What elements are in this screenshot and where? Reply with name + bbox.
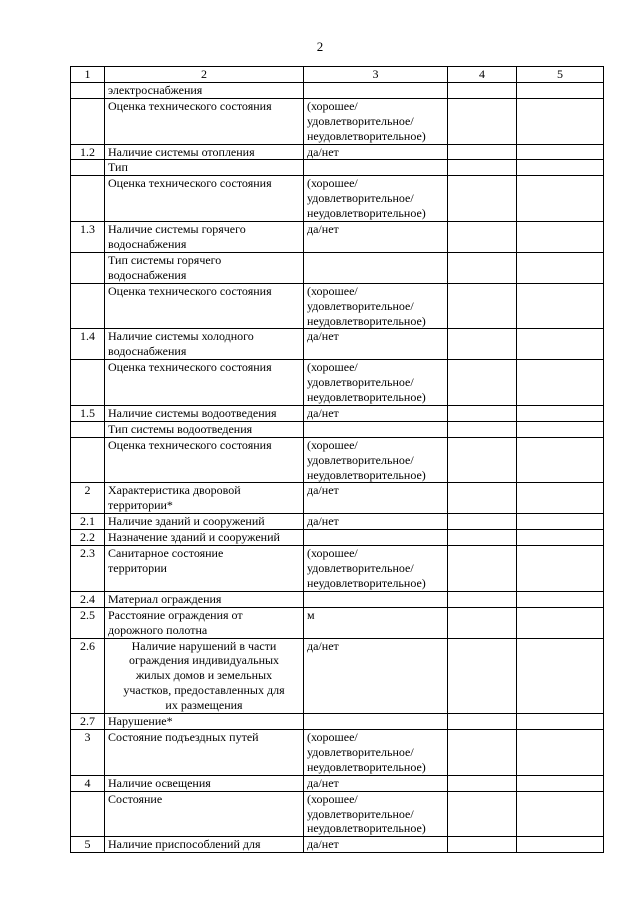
- table-row: [71, 714, 604, 730]
- table-row: [71, 329, 604, 360]
- table-row: [71, 791, 604, 837]
- row-col5-cell[interactable]: [517, 176, 604, 222]
- row-col4-cell[interactable]: [448, 82, 517, 98]
- row-value-cell: (хорошее/ удовлетворительное/ неудовлетворительное): [304, 176, 448, 222]
- row-col5-cell[interactable]: [517, 591, 604, 607]
- row-col5-cell[interactable]: [517, 98, 604, 144]
- row-value-cell: (хорошее/ удовлетворительное/ неудовлетворительное): [304, 729, 448, 775]
- row-number-cell: 1.3: [71, 222, 105, 253]
- column-header: 3: [304, 67, 448, 83]
- row-col4-cell[interactable]: [448, 144, 517, 160]
- row-col4-cell[interactable]: [448, 837, 517, 853]
- row-value-cell: да/нет: [304, 514, 448, 530]
- row-name-cell: Нарушение*: [105, 714, 304, 730]
- row-value-cell: да/нет: [304, 222, 448, 253]
- row-value-cell: [304, 160, 448, 176]
- row-number-cell: [71, 252, 105, 283]
- row-number-cell: 5: [71, 837, 105, 853]
- table-row: [71, 729, 604, 775]
- row-value-cell: (хорошее/ удовлетворительное/ неудовлетворительное): [304, 437, 448, 483]
- row-value-cell: м: [304, 607, 448, 638]
- row-col5-cell[interactable]: [517, 729, 604, 775]
- row-name-cell: Наличие системы холодного водоснабжения: [105, 329, 304, 360]
- row-col4-cell[interactable]: [448, 775, 517, 791]
- table-row: [71, 514, 604, 530]
- row-col4-cell[interactable]: [448, 329, 517, 360]
- row-col4-cell[interactable]: [448, 405, 517, 421]
- row-value-cell: да/нет: [304, 638, 448, 714]
- row-number-cell: [71, 360, 105, 406]
- row-number-cell: [71, 421, 105, 437]
- row-value-cell: [304, 530, 448, 546]
- row-name-cell: Материал ограждения: [105, 591, 304, 607]
- row-number-cell: 2.5: [71, 607, 105, 638]
- row-name-cell: Тип системы водоотведения: [105, 421, 304, 437]
- table-row: [71, 546, 604, 592]
- row-number-cell: [71, 791, 105, 837]
- row-col5-cell[interactable]: [517, 144, 604, 160]
- row-col4-cell[interactable]: [448, 591, 517, 607]
- table-row: [71, 437, 604, 483]
- row-col4-cell[interactable]: [448, 514, 517, 530]
- row-number-cell: 2: [71, 483, 105, 514]
- row-name-cell: Оценка технического состояния: [105, 176, 304, 222]
- row-col4-cell[interactable]: [448, 729, 517, 775]
- row-col4-cell[interactable]: [448, 546, 517, 592]
- table-row: [71, 775, 604, 791]
- row-col5-cell[interactable]: [517, 421, 604, 437]
- table-row: [71, 252, 604, 283]
- row-number-cell: 1.2: [71, 144, 105, 160]
- table-row: [71, 483, 604, 514]
- row-number-cell: 2.7: [71, 714, 105, 730]
- row-number-cell: 2.3: [71, 546, 105, 592]
- column-header: 5: [517, 67, 604, 83]
- row-col4-cell[interactable]: [448, 483, 517, 514]
- row-name-cell: Наличие освещения: [105, 775, 304, 791]
- row-col4-cell[interactable]: [448, 360, 517, 406]
- row-number-cell: [71, 98, 105, 144]
- row-value-cell: да/нет: [304, 483, 448, 514]
- row-col4-cell[interactable]: [448, 530, 517, 546]
- table-row: [71, 98, 604, 144]
- row-col5-cell[interactable]: [517, 405, 604, 421]
- column-header: 4: [448, 67, 517, 83]
- row-name-cell: Назначение зданий и сооружений: [105, 530, 304, 546]
- table-row: [71, 530, 604, 546]
- row-col4-cell[interactable]: [448, 98, 517, 144]
- row-col4-cell[interactable]: [448, 791, 517, 837]
- row-col5-cell[interactable]: [517, 775, 604, 791]
- row-name-cell: Характеристика дворовой территории*: [105, 483, 304, 514]
- table-row: [71, 837, 604, 853]
- row-name-cell: Наличие нарушений в части ограждения индивидуальных жилых домов и земельных участков, предоставленных для их размещения: [105, 638, 304, 714]
- row-number-cell: [71, 160, 105, 176]
- table-row: [71, 360, 604, 406]
- row-value-cell: да/нет: [304, 405, 448, 421]
- row-name-cell: Наличие системы горячего водоснабжения: [105, 222, 304, 253]
- row-name-cell: Санитарное состояние территории: [105, 546, 304, 592]
- row-value-cell: (хорошее/ удовлетворительное/ неудовлетворительное): [304, 546, 448, 592]
- row-col5-cell[interactable]: [517, 837, 604, 853]
- table-row: [71, 607, 604, 638]
- row-value-cell: [304, 714, 448, 730]
- row-col5-cell[interactable]: [517, 222, 604, 253]
- row-col5-cell[interactable]: [517, 607, 604, 638]
- row-name-cell: Расстояние ограждения от дорожного полотна: [105, 607, 304, 638]
- row-name-cell: Состояние подъездных путей: [105, 729, 304, 775]
- table-row: [71, 160, 604, 176]
- table-row: [71, 144, 604, 160]
- table-row: [71, 405, 604, 421]
- table-row: [71, 638, 604, 714]
- row-col5-cell[interactable]: [517, 360, 604, 406]
- row-col5-cell[interactable]: [517, 514, 604, 530]
- row-number-cell: 1.5: [71, 405, 105, 421]
- row-col5-cell[interactable]: [517, 791, 604, 837]
- row-number-cell: 3: [71, 729, 105, 775]
- row-value-cell: (хорошее/ удовлетворительное/ неудовлетворительное): [304, 98, 448, 144]
- row-number-cell: 2.4: [71, 591, 105, 607]
- row-value-cell: да/нет: [304, 144, 448, 160]
- row-col5-cell[interactable]: [517, 546, 604, 592]
- row-col5-cell[interactable]: [517, 329, 604, 360]
- row-name-cell: Оценка технического состояния: [105, 98, 304, 144]
- row-value-cell: да/нет: [304, 837, 448, 853]
- row-number-cell: 2.2: [71, 530, 105, 546]
- row-col4-cell[interactable]: [448, 714, 517, 730]
- row-value-cell: [304, 421, 448, 437]
- row-col5-cell[interactable]: [517, 252, 604, 283]
- row-col4-cell[interactable]: [448, 421, 517, 437]
- row-value-cell: да/нет: [304, 775, 448, 791]
- table-row: [71, 222, 604, 253]
- row-name-cell: Наличие системы отопления: [105, 144, 304, 160]
- page-number: 2: [316, 39, 324, 54]
- row-col5-cell[interactable]: [517, 714, 604, 730]
- table-row: [71, 176, 604, 222]
- table-header-row: [71, 67, 604, 83]
- row-col4-cell[interactable]: [448, 283, 517, 329]
- row-col5-cell[interactable]: [517, 82, 604, 98]
- inspection-table: [70, 66, 604, 853]
- row-value-cell: (хорошее/ удовлетворительное/ неудовлетворительное): [304, 283, 448, 329]
- row-col4-cell[interactable]: [448, 176, 517, 222]
- row-value-cell: [304, 252, 448, 283]
- row-number-cell: 4: [71, 775, 105, 791]
- row-col4-cell[interactable]: [448, 638, 517, 714]
- row-col5-cell[interactable]: [517, 283, 604, 329]
- row-col5-cell[interactable]: [517, 638, 604, 714]
- row-col4-cell[interactable]: [448, 160, 517, 176]
- column-header: 1: [71, 67, 105, 83]
- row-number-cell: [71, 176, 105, 222]
- table-row: [71, 283, 604, 329]
- row-col4-cell[interactable]: [448, 437, 517, 483]
- row-name-cell: Оценка технического состояния: [105, 360, 304, 406]
- row-col5-cell[interactable]: [517, 437, 604, 483]
- row-value-cell: [304, 82, 448, 98]
- row-col5-cell[interactable]: [517, 530, 604, 546]
- table-row: [71, 82, 604, 98]
- row-number-cell: 2.1: [71, 514, 105, 530]
- table-row: [71, 591, 604, 607]
- row-value-cell: (хорошее/ удовлетворительное/ неудовлетворительное): [304, 360, 448, 406]
- row-value-cell: (хорошее/ удовлетворительное/ неудовлетворительное): [304, 791, 448, 837]
- row-number-cell: [71, 82, 105, 98]
- row-col5-cell[interactable]: [517, 483, 604, 514]
- row-name-cell: Оценка технического состояния: [105, 283, 304, 329]
- row-name-cell: Тип системы горячего водоснабжения: [105, 252, 304, 283]
- row-number-cell: [71, 283, 105, 329]
- row-name-cell: Оценка технического состояния: [105, 437, 304, 483]
- row-value-cell: [304, 591, 448, 607]
- row-col4-cell[interactable]: [448, 252, 517, 283]
- row-name-cell: Тип: [105, 160, 304, 176]
- row-name-cell: Наличие зданий и сооружений: [105, 514, 304, 530]
- row-col5-cell[interactable]: [517, 160, 604, 176]
- row-number-cell: [71, 437, 105, 483]
- row-name-cell: Наличие приспособлений для: [105, 837, 304, 853]
- column-header: 2: [105, 67, 304, 83]
- table-row: [71, 421, 604, 437]
- row-number-cell: 2.6: [71, 638, 105, 714]
- row-col4-cell[interactable]: [448, 607, 517, 638]
- row-name-cell: Состояние: [105, 791, 304, 837]
- row-number-cell: 1.4: [71, 329, 105, 360]
- row-name-cell: Наличие системы водоотведения: [105, 405, 304, 421]
- row-name-cell: электроснабжения: [105, 82, 304, 98]
- row-col4-cell[interactable]: [448, 222, 517, 253]
- row-value-cell: да/нет: [304, 329, 448, 360]
